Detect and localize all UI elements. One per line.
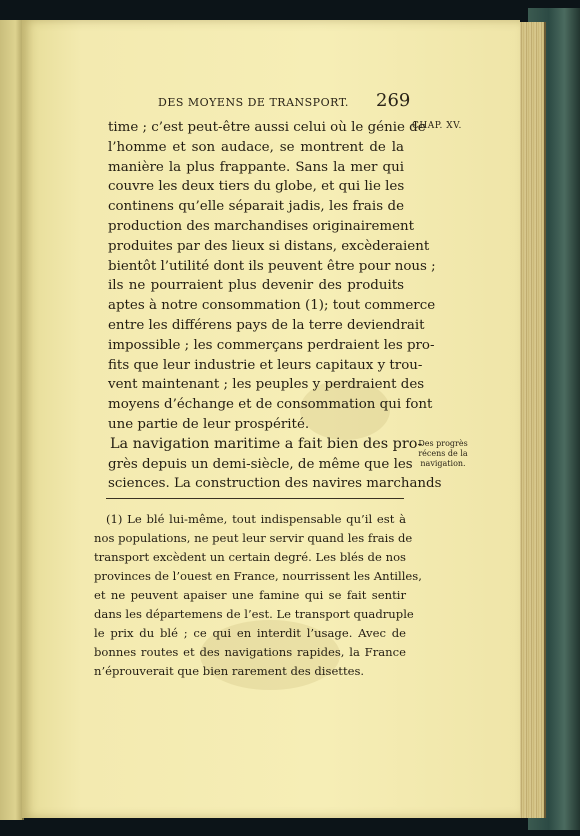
text-line: impossible ; les commerçans perdraient les pro- [108, 337, 435, 353]
page-number: 269 [376, 90, 411, 111]
text-line: time ; c’est peut-être aussi celui où le génie de [108, 120, 426, 135]
text-line: La navigation maritime a fait bien des pro- [110, 435, 423, 452]
text-line: aptes à notre consommation (1); tout commerce [108, 298, 436, 314]
text-line: entre les différens pays de la terre deviendrait [108, 317, 425, 333]
chapter-label: CHAP. XV. [412, 121, 462, 131]
text-line: grès depuis un demi-siècle, de même que les [108, 456, 413, 472]
footnote-line: nos populations, ne peut leur servir quand les frais de [94, 531, 413, 545]
footnote-line: dans les départemens de l’est. Le transport quadruple [94, 607, 414, 621]
running-title: DES MOYENS DE TRANSPORT. [158, 96, 349, 109]
text-line: vent maintenant ; les peuples y perdraient des [108, 377, 425, 393]
text-line: produites par des lieux si distans, excèderaient [108, 238, 430, 254]
footnote-line: provinces de l’ouest en France, nourrissent les Antilles, [94, 569, 422, 583]
text-line: continens qu’elle séparait jadis, les frais de [108, 199, 404, 215]
footnote [94, 510, 422, 681]
margin-note-line: navigation. [420, 459, 466, 468]
margin-note-line: Des progrès [418, 439, 468, 448]
footnote-rule [106, 498, 404, 499]
footnote-line: n’éprouverait que bien rarement des disettes. [94, 664, 365, 678]
text-line: l’homme et son audace, se montrent de la [108, 139, 404, 155]
margin-note [412, 439, 474, 469]
text-line: bientôt l’utilité dont ils peuvent être pour nous ; [108, 258, 436, 274]
margin-note-line: récens de la [418, 449, 468, 458]
text-line: moyens d’échange et de consommation qui font [108, 397, 433, 413]
text-line: fits que leur industrie et leurs capitaux y trou- [108, 357, 423, 373]
text-line: une partie de leur prospérité. [108, 416, 310, 432]
footnote-line: transport excèdent un certain degré. Les blés de nos [94, 550, 406, 564]
text-line: couvre les deux tiers du globe, et qui lie les [108, 179, 405, 195]
text-line: sciences. La construction des navires marchands [108, 476, 442, 492]
text-line: ils ne pourraient plus devenir des produits [108, 278, 404, 294]
footnote-line: et ne peuvent apaiser une famine qui se fait sentir [94, 588, 406, 602]
text-line: production des marchandises originairement [108, 218, 414, 234]
footnote-line: le prix du blé ; ce qui en interdit l’usage. Avec de [94, 626, 406, 640]
facing-page-edge [0, 20, 24, 820]
text-line: manière la plus frappante. Sans la mer qui [108, 159, 404, 175]
footnote-line: (1) Le blé lui-même, tout indispensable qu’il est à [106, 512, 406, 526]
footnote-line: bonnes routes et des navigations rapides, la France [94, 645, 406, 659]
